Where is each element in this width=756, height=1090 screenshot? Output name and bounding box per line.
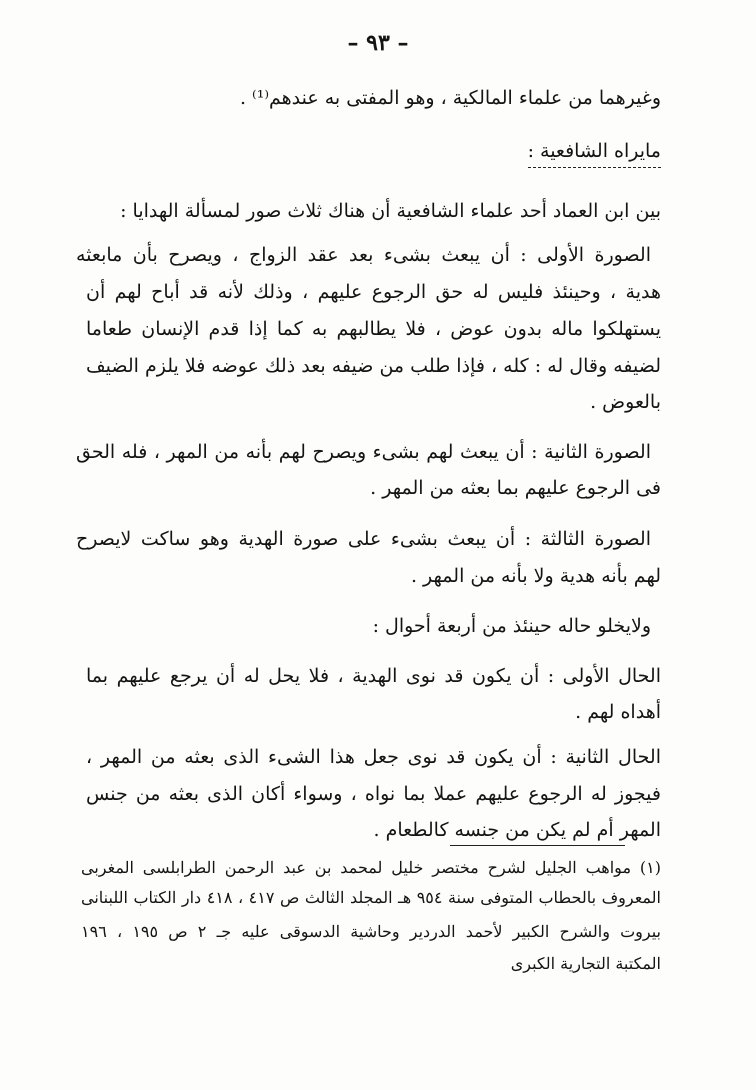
paragraph-line: الصورة الأولى : أن يبعث بشىء بعد عقد الزواج ، ويصرح بأن مابعثه [76,244,651,266]
paragraph-line: أهداه لهم . [575,701,661,723]
paragraph-line: بالعوض . [590,391,661,413]
footnote-line: بيروت والشرح الكبير لأحمد الدردير وحاشية الدسوقى عليه جـ ٢ ص ١٩٥ ، ١٩٦ [81,922,662,941]
footnote-line: المكتبة التجارية الكبرى [510,954,661,973]
paragraph-line: الصورة الثانية : أن يبعث لهم بشىء ويصرح لهم بأنه من المهر ، فله الحق [76,441,651,463]
paragraph-line: الصورة الثالثة : أن يبعث بشىء على صورة الهدية وهو ساكت لايصرح [76,528,651,550]
paragraph-line: لضيفه وقال له : كله ، فإذا طلب من ضيفه بعد ذلك عوضه فلا يلزم الضيف [86,355,661,377]
paragraph-line: المهر أم لم يكن من جنسه كالطعام . [373,819,661,841]
paragraph-line: فى الرجوع عليهم بما بعثه من المهر . [370,477,661,499]
footnote-line: المعروف بالحطاب المتوفى سنة ٩٥٤ هـ المجلد الثالث ص ٤١٧ ، ٤١٨ دار الكتاب اللبنانى [81,888,661,907]
paragraph-line: بين ابن العماد أحد علماء الشافعية أن هناك ثلاث صور لمسألة الهدايا : [120,200,661,222]
paragraph-line: الحال الأولى : أن يكون قد نوى الهدية ، فلا يحل له أن يرجع عليهم بما [86,665,661,687]
paragraph-line: ولايخلو حاله حينئذ من أربعة أحوال : [372,615,651,637]
paragraph-line: الحال الثانية : أن يكون قد نوى جعل هذا الشىء الذى بعثه من المهر ، [86,746,661,768]
paragraph-line: لهم بأنه هدية ولا بأنه من المهر . [410,565,661,587]
intro-line: وغيرهما من علماء المالكية ، وهو المفتى به عندهم⁽¹⁾ . [239,87,661,109]
paragraph-line: فيجوز له الرجوع عليهم عملا بما نواه ، وسواء أكان الذى بعثه من جنس [86,783,661,805]
section-heading: مايراه الشافعية : [528,139,661,168]
paragraph-line: يستهلكوا ماله بدون عوض ، فلا يطالبهم به كما إذا قدم الإنسان طعاما [86,318,661,340]
paragraph-line: هدية ، وحينئذ فليس له حق الرجوع عليهم ، وذلك لأنه قد أباح لهم أن [86,281,661,303]
footnote-divider [450,845,625,846]
page-number: – ٩٣ – [347,30,409,56]
footnote-line: (١) مواهب الجليل لشرح مختصر خليل لمحمد بن عبد الرحمن الطرابلسى المغربى [81,858,661,877]
